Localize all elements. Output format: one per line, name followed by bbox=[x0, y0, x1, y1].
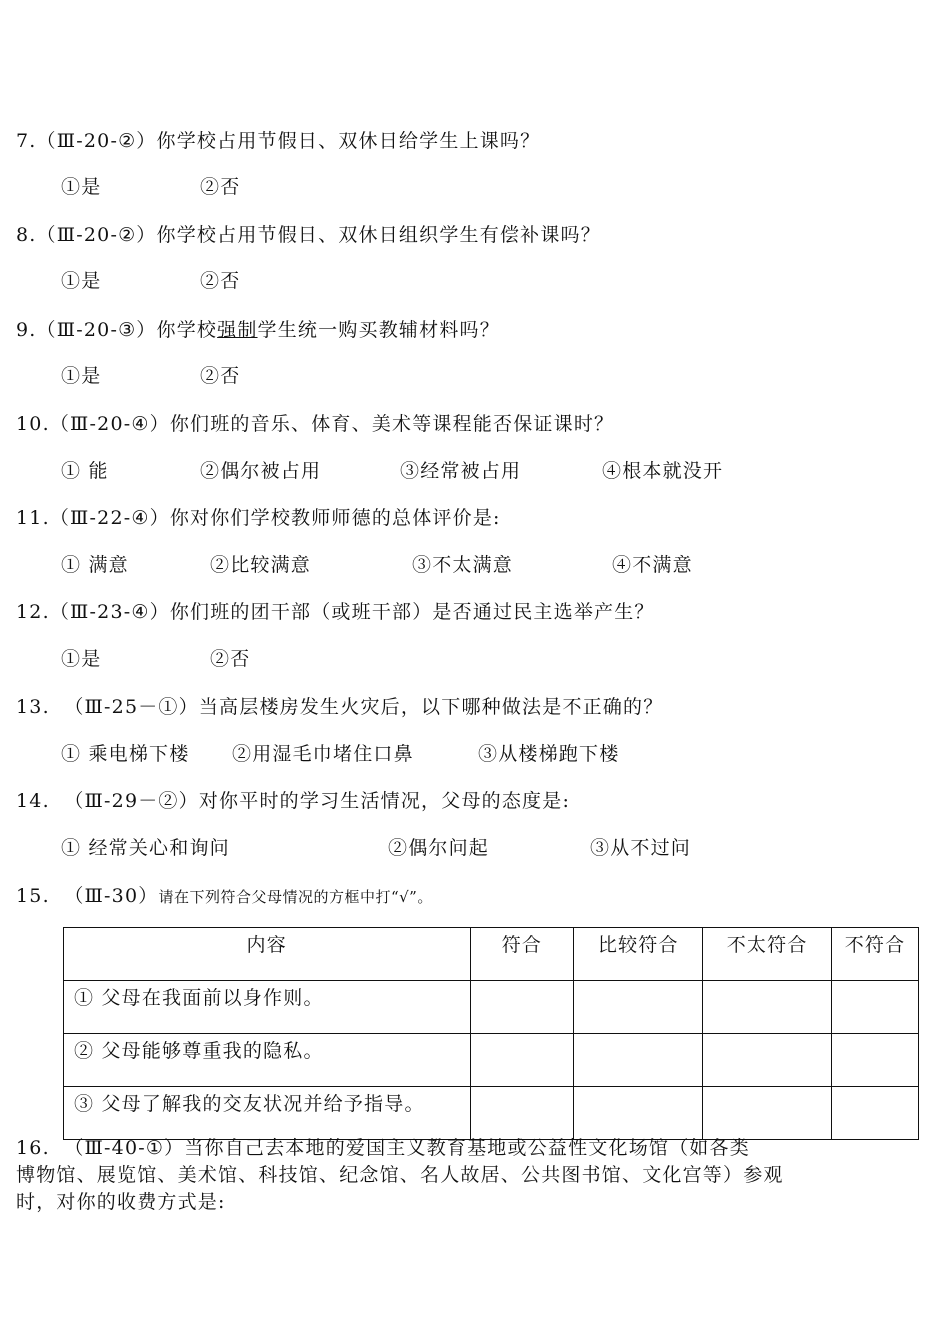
question-code: （Ⅲ-25－①） bbox=[64, 696, 199, 718]
checkbox-cell[interactable] bbox=[832, 1034, 919, 1087]
row-content: ③ 父母了解我的交友状况并给予指导。 bbox=[64, 1087, 471, 1140]
checkbox-cell[interactable] bbox=[470, 1087, 574, 1140]
question-14 bbox=[16, 786, 570, 813]
table-row bbox=[64, 1087, 919, 1140]
question-text: 请在下列符合父母情况的方框中打“√”。 bbox=[158, 888, 433, 906]
question-16-line-3: 时，对你的收费方式是: bbox=[16, 1191, 226, 1213]
question-number: 7. bbox=[16, 130, 37, 152]
question-text-underlined: 强制 bbox=[217, 319, 258, 341]
question-10 bbox=[16, 409, 614, 436]
q13-option-2[interactable]: ②用湿毛巾堵住口鼻 bbox=[232, 743, 414, 765]
question-16 bbox=[16, 1133, 750, 1160]
q7-option-2[interactable]: ②否 bbox=[200, 176, 241, 198]
question-code: （Ⅲ-20-②） bbox=[36, 224, 157, 246]
q10-option-1[interactable]: ① 能 bbox=[61, 460, 109, 482]
row-content: ① 父母在我面前以身作则。 bbox=[64, 981, 471, 1034]
question-text-pre: 你学校 bbox=[156, 319, 218, 341]
header-agree: 符合 bbox=[470, 928, 574, 981]
q11-option-3[interactable]: ③不太满意 bbox=[412, 554, 514, 576]
question-number: 9. bbox=[16, 319, 37, 341]
question-12 bbox=[16, 597, 655, 624]
question-code: （Ⅲ-20-②） bbox=[36, 130, 157, 152]
question-text: 你们班的音乐、体育、美术等课程能否保证课时？ bbox=[169, 413, 615, 435]
q8-option-2[interactable]: ②否 bbox=[200, 270, 241, 292]
q10-option-2[interactable]: ②偶尔被占用 bbox=[200, 460, 322, 482]
header-disagree: 不符合 bbox=[832, 928, 919, 981]
q9-option-2[interactable]: ②否 bbox=[200, 365, 241, 387]
question-number: 12. bbox=[16, 601, 50, 623]
question-text: 你学校占用节假日、双休日组织学生有偿补课吗？ bbox=[156, 224, 601, 246]
header-not-quite-agree: 不太符合 bbox=[703, 928, 832, 981]
q13-option-3[interactable]: ③从楼梯跑下楼 bbox=[478, 743, 620, 765]
question-number: 15. bbox=[16, 885, 50, 907]
checkbox-cell[interactable] bbox=[574, 1087, 703, 1140]
q11-option-2[interactable]: ②比较满意 bbox=[210, 554, 312, 576]
question-text-post: 学生统一购买教辅材料吗？ bbox=[257, 319, 500, 341]
q14-option-2[interactable]: ②偶尔问起 bbox=[388, 837, 490, 859]
question-code: （Ⅲ-20-③） bbox=[36, 319, 157, 341]
q9-option-1[interactable]: ①是 bbox=[61, 365, 102, 387]
q11-option-4[interactable]: ④不满意 bbox=[612, 554, 693, 576]
checkbox-cell[interactable] bbox=[470, 981, 574, 1034]
checkbox-cell[interactable] bbox=[832, 981, 919, 1034]
question-15 bbox=[16, 881, 433, 908]
row-content: ② 父母能够尊重我的隐私。 bbox=[64, 1034, 471, 1087]
q12-option-2[interactable]: ②否 bbox=[210, 648, 251, 670]
checkbox-cell[interactable] bbox=[703, 981, 832, 1034]
question-code: （Ⅲ-29－②） bbox=[64, 790, 199, 812]
question-text: 对你平时的学习生活情况，父母的态度是: bbox=[198, 790, 571, 812]
header-mostly-agree: 比较符合 bbox=[574, 928, 703, 981]
header-content: 内容 bbox=[64, 928, 471, 981]
checkbox-cell[interactable] bbox=[574, 981, 703, 1034]
parent-situation-table bbox=[63, 927, 919, 1140]
question-number: 13. bbox=[16, 696, 50, 718]
question-number: 11. bbox=[16, 507, 50, 529]
table-header-row bbox=[64, 928, 919, 981]
q10-option-4[interactable]: ④根本就没开 bbox=[602, 460, 724, 482]
checkbox-cell[interactable] bbox=[703, 1034, 832, 1087]
checkbox-cell[interactable] bbox=[470, 1034, 574, 1087]
question-9 bbox=[16, 315, 500, 342]
table-row bbox=[64, 981, 919, 1034]
question-11 bbox=[16, 503, 501, 530]
q8-option-1[interactable]: ①是 bbox=[61, 270, 102, 292]
question-16-line-2: 博物馆、展览馆、美术馆、科技馆、纪念馆、名人故居、公共图书馆、文化宫等）参观 bbox=[16, 1164, 784, 1186]
question-7 bbox=[16, 126, 540, 153]
question-text-line-1: 当你自己去本地的爱国主义教育基地或公益性文化场馆（如各类 bbox=[184, 1137, 750, 1159]
question-code: （Ⅲ-40-①） bbox=[64, 1137, 185, 1159]
q7-option-1[interactable]: ①是 bbox=[61, 176, 102, 198]
q12-option-1[interactable]: ①是 bbox=[61, 648, 102, 670]
q11-option-1[interactable]: ① 满意 bbox=[61, 554, 129, 576]
question-code: （Ⅲ-22-④） bbox=[49, 507, 170, 529]
question-code: （Ⅲ-30） bbox=[64, 885, 159, 907]
checkbox-cell[interactable] bbox=[703, 1087, 832, 1140]
question-code: （Ⅲ-23-④） bbox=[49, 601, 170, 623]
question-8 bbox=[16, 220, 601, 247]
question-number: 16. bbox=[16, 1137, 50, 1159]
question-text: 当高层楼房发生火灾后，以下哪种做法是不正确的？ bbox=[198, 696, 664, 718]
q10-option-3[interactable]: ③经常被占用 bbox=[400, 460, 522, 482]
question-text: 你学校占用节假日、双休日给学生上课吗？ bbox=[156, 130, 541, 152]
question-number: 10. bbox=[16, 413, 50, 435]
question-number: 8. bbox=[16, 224, 37, 246]
q13-option-1[interactable]: ① 乘电梯下楼 bbox=[61, 743, 190, 765]
table-row bbox=[64, 1034, 919, 1087]
checkbox-cell[interactable] bbox=[832, 1087, 919, 1140]
question-13 bbox=[16, 692, 663, 719]
question-text: 你们班的团干部（或班干部）是否通过民主选举产生？ bbox=[169, 601, 655, 623]
checkbox-cell[interactable] bbox=[574, 1034, 703, 1087]
question-number: 14. bbox=[16, 790, 50, 812]
q14-option-3[interactable]: ③从不过问 bbox=[590, 837, 692, 859]
question-text: 你对你们学校教师师德的总体评价是: bbox=[169, 507, 501, 529]
q14-option-1[interactable]: ① 经常关心和询问 bbox=[61, 837, 230, 859]
question-code: （Ⅲ-20-④） bbox=[49, 413, 170, 435]
